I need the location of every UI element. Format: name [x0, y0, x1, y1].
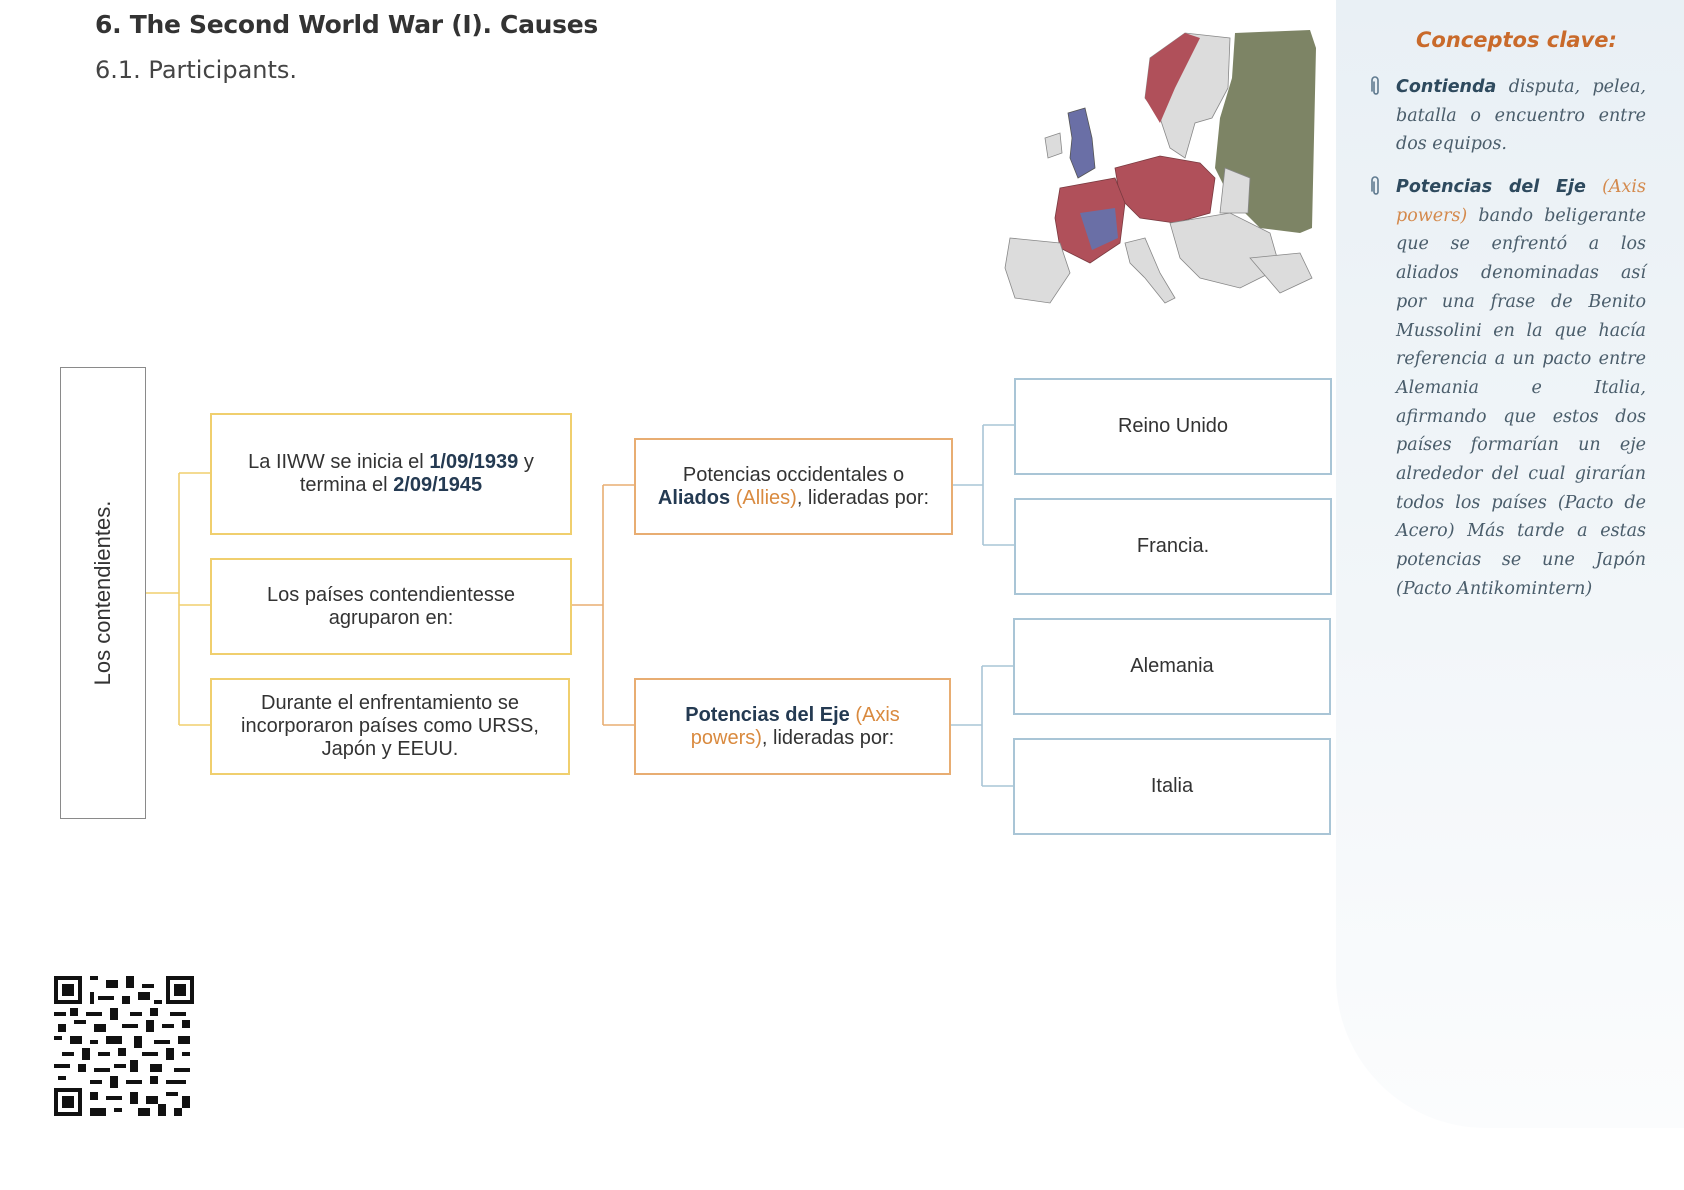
concept-potencias-eje [1396, 173, 1646, 604]
member-label: Francia. [1136, 535, 1210, 557]
root-node-contendientes [60, 367, 146, 819]
dates-text-pre: La IIWW se inicia el [248, 451, 430, 473]
member-box-francia [1014, 498, 1332, 595]
allies-accent: (Allies) [735, 486, 797, 509]
start-end-dates-box [210, 413, 572, 535]
joined-countries-text: Durante el enfrentamiento se incorporaron países como URSS, Japón y EEUU. [241, 692, 539, 760]
key-concepts-title: Conceptos clave: [1416, 28, 1617, 52]
end-date: 2/09/1945 [393, 474, 483, 496]
dates-text-mid: y termina el [299, 451, 534, 496]
concept-definition: bando beligerante que se enfrentó a los aliados denominadas así por una frase de Benito Mussolini en la que hacía referencia a un pacto entre Alemania e Italia, afirmando que estos dos países formarían un eje alrededor del cual girarían todos los países (Pacto de Acero) Más tarde a estas potencias se une Japón (Pacto Antikomintern) [1396, 205, 1646, 599]
axis-box [634, 678, 951, 775]
root-label: Los contendientes. [90, 500, 115, 686]
concept-definition: disputa, pelea, batalla o encuentro entre dos equipos. [1396, 77, 1646, 155]
allies-tail: , lideradas por: [796, 486, 930, 509]
concept-accent: (Axis powers) [1396, 177, 1646, 226]
member-box-italia [1013, 738, 1331, 835]
paperclip-icon [1368, 175, 1382, 197]
section-subtitle: 6.1. Participants. [95, 56, 298, 84]
key-concepts-panel [1336, 0, 1684, 1128]
page-title: 6. The Second World War (I). Causes [95, 10, 598, 39]
member-label: Reino Unido [1117, 415, 1229, 437]
allies-bold: Aliados [657, 486, 731, 509]
member-box-reino-unido [1014, 378, 1332, 475]
paperclip-icon [1368, 75, 1382, 97]
joined-countries-box [210, 678, 570, 775]
grouping-box [210, 558, 572, 655]
axis-bold: Potencias del Eje [685, 703, 850, 726]
member-label: Alemania [1130, 655, 1214, 677]
axis-accent: (Axis powers) [690, 703, 900, 749]
member-label: Italia [1150, 775, 1194, 797]
europe-map-icon [1000, 28, 1318, 323]
allies-box [634, 438, 953, 535]
concept-contienda [1396, 73, 1646, 159]
allies-line1: Potencias occidentales o [682, 463, 905, 486]
concept-term: Contienda [1396, 77, 1497, 97]
concept-term: Potencias del Eje [1396, 177, 1586, 197]
qr-code-icon[interactable] [54, 976, 194, 1116]
axis-tail: , lideradas por: [761, 726, 895, 749]
member-box-alemania [1013, 618, 1331, 715]
start-date: 1/09/1939 [429, 451, 519, 473]
grouping-text: Los países contendientesse agruparon en: [267, 583, 515, 629]
